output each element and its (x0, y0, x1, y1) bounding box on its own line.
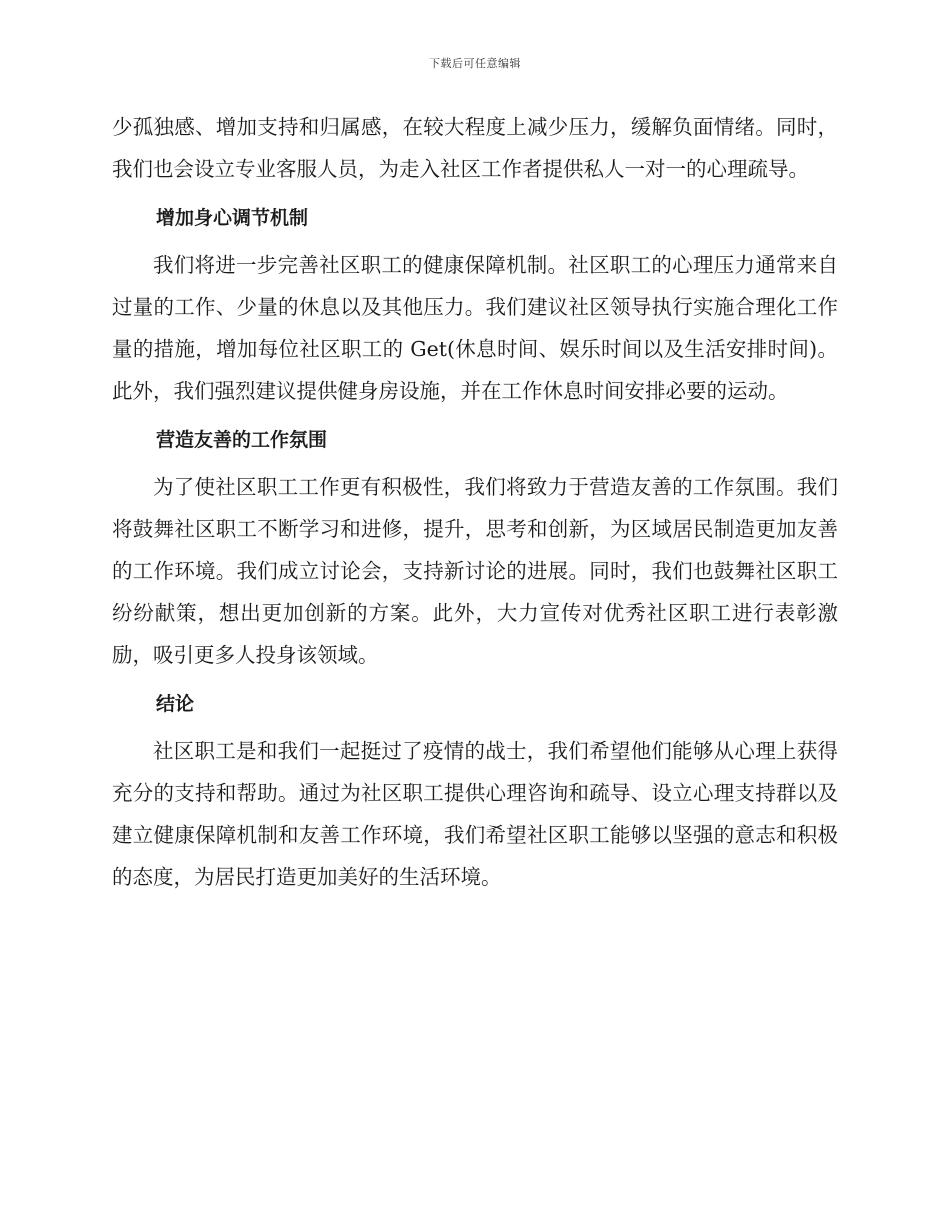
section-heading-atmosphere: 营造友善的工作氛围 (156, 429, 328, 451)
document-body (112, 106, 838, 898)
intro-continuation-paragraph: 少孤独感、增加支持和归属感，在较大程度上减少压力，缓解负面情绪。同时，我们也会设立专业客服人员，为走入社区工作者提供私人一对一的心理疏导。 (112, 115, 838, 181)
header-note: 下载后可任意编辑 (429, 57, 521, 70)
section-heading-mind-body: 增加身心调节机制 (156, 207, 309, 229)
section-heading-conclusion: 结论 (156, 693, 195, 715)
section-body-mind-body: 我们将进一步完善社区职工的健康保障机制。社区职工的心理压力通常来自过量的工作、少量的休息以及其他压力。我们建议社区领导执行实施合理化工作量的措施，增加每位社区职工的 Get(休息时间、娱乐时间以及生活安排时间)。此外，我们强烈建议提供健身房设施，并在工作休息时间安排必要的运动。 (112, 253, 838, 403)
section-body-atmosphere: 为了使社区职工工作更有积极性，我们将致力于营造友善的工作氛围。我们将鼓舞社区职工不断学习和进修，提升，思考和创新，为区域居民制造更加友善的工作环境。我们成立讨论会，支持新讨论的进展。同时，我们也鼓舞社区职工纷纷献策，想出更加创新的方案。此外，大力宣传对优秀社区职工进行表彰激励，吸引更多人投身该领域。 (112, 475, 838, 667)
section-body-conclusion: 社区职工是和我们一起挺过了疫情的战士，我们希望他们能够从心理上获得充分的支持和帮助。通过为社区职工提供心理咨询和疏导、设立心理支持群以及建立健康保障机制和友善工作环境，我们希望社区职工能够以坚强的意志和积极的态度，为居民打造更加美好的生活环境。 (112, 739, 838, 889)
